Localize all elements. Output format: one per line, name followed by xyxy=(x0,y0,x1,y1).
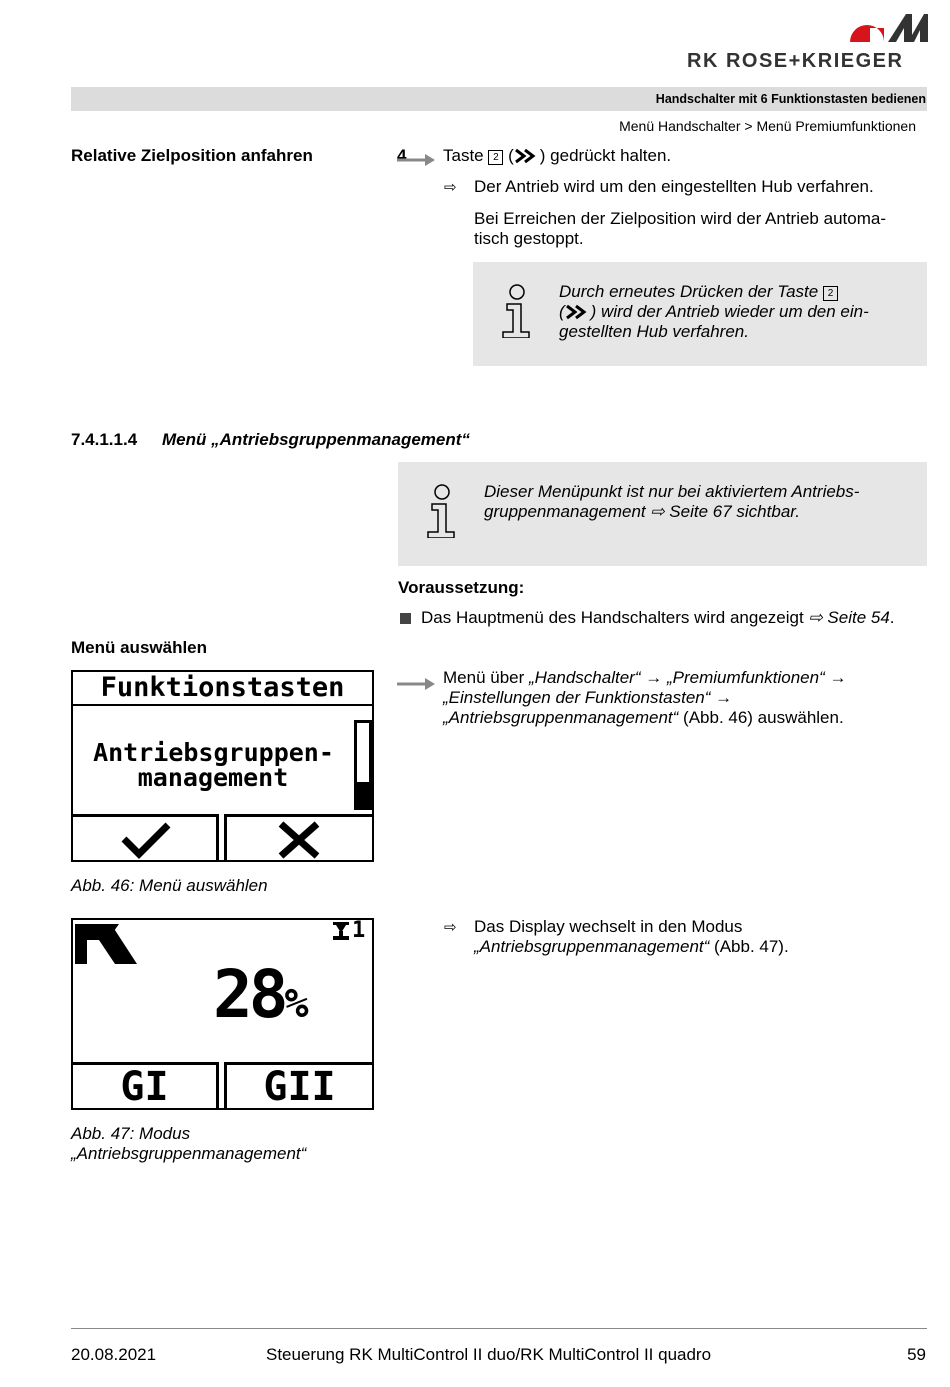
menu-path-funktionstasten: „Einstellungen der Funktionstasten“ xyxy=(443,688,711,707)
info-note-text-1: Dieser Menüpunkt ist nur bei aktiviertem Antriebs- xyxy=(484,482,860,501)
lcd-screen-mode xyxy=(71,918,374,1110)
instruction-line-3 xyxy=(443,708,844,728)
arrow-glyph: → xyxy=(710,688,733,707)
result-text-display-1: Das Display wechselt in den Modus xyxy=(474,917,743,936)
bullet-icon xyxy=(400,613,411,624)
step-arrow-icon xyxy=(397,677,435,691)
instruction-line-2 xyxy=(443,688,732,708)
info-note-text-3: gestellten Hub verfahren. xyxy=(559,322,749,341)
note-line2-text: ) wird der Antrieb wieder um den ein- xyxy=(590,302,869,321)
lcd-menu-item-line1: Antriebsgruppen- xyxy=(93,738,334,767)
cross-icon xyxy=(277,821,321,859)
prerequisite-item xyxy=(421,608,895,628)
figure-reference: (Abb. 47). xyxy=(709,937,789,956)
actuator-icon xyxy=(333,922,349,940)
footer-divider xyxy=(71,1328,927,1329)
menu-path-premium: „Premiumfunktionen“ xyxy=(666,668,825,687)
info-note-link[interactable]: gruppenmanagement ⇨ Seite 67 sichtbar. xyxy=(484,502,801,521)
fast-forward-icon xyxy=(565,304,591,320)
info-note-text-1 xyxy=(559,282,838,302)
result-arrow-icon: ⇨ xyxy=(444,919,457,936)
footer-date: 20.08.2021 xyxy=(71,1345,157,1364)
section-title: Menü „Antriebsgruppenmanagement“ xyxy=(162,430,470,449)
chapter-title: Handschalter mit 6 Funktionstasten bedienen xyxy=(655,92,926,106)
fast-forward-icon xyxy=(514,148,540,164)
arrow-glyph: → xyxy=(824,668,847,687)
lcd-menu-title: Funktionstasten xyxy=(73,672,372,706)
lcd-scrollbar-thumb[interactable] xyxy=(357,782,369,807)
figure-caption-46: Abb. 46: Menü auswählen xyxy=(71,876,268,895)
group-indicator: 1 xyxy=(352,918,366,943)
side-heading-select-menu: Menü auswählen xyxy=(71,638,208,657)
step-number: 4. xyxy=(397,146,412,165)
arrow-glyph: → xyxy=(640,668,667,687)
page-link[interactable]: ⇨ Seite 54 xyxy=(808,608,890,627)
mode-name: „Antriebsgruppenmanagement“ xyxy=(474,937,710,956)
section-number: 7.4.1.1.4 xyxy=(71,430,138,449)
info-note-text-2 xyxy=(559,302,869,322)
footer-page-number: 59 xyxy=(907,1345,926,1364)
step-text-pre: Taste xyxy=(443,146,484,165)
rk-logo-icon xyxy=(75,924,137,964)
percent-value: 28 xyxy=(213,956,285,1033)
figure-caption-47-line1: Abb. 47: Modus xyxy=(71,1124,191,1143)
group-1-button[interactable]: GI xyxy=(73,1062,219,1108)
checkmark-icon xyxy=(121,821,171,859)
info-icon xyxy=(499,284,535,338)
prereq-text: Das Hauptmenü des Handschalters wird angezeigt xyxy=(421,608,809,627)
prerequisite-heading: Voraussetzung: xyxy=(398,578,525,597)
lcd-screen-menu xyxy=(71,670,374,862)
percent-display xyxy=(213,956,309,1033)
side-heading-relative-target: Relative Zielposition anfahren xyxy=(71,146,313,165)
brand-name: RK ROSE+KRIEGER xyxy=(687,50,904,72)
menu-path-antriebsgruppen: „Antriebsgruppenmanagement“ xyxy=(443,708,679,727)
paren-open: ( xyxy=(508,146,514,165)
breadcrumb: Menü Handschalter > Menü Premiumfunktionen xyxy=(619,118,916,134)
key-2-icon: 2 xyxy=(488,150,503,165)
lcd-confirm-button[interactable] xyxy=(73,814,219,860)
footer-doc-title: Steuerung RK MultiControl II duo/RK MultiControl II quadro xyxy=(266,1345,712,1364)
result-text-1: Der Antrieb wird um den eingestellten Hub verfahren. xyxy=(474,177,874,196)
instr-text: Menü über xyxy=(443,668,529,687)
lcd-scrollbar[interactable] xyxy=(354,720,372,810)
key-2-icon: 2 xyxy=(823,286,838,301)
result-text-2: Bei Erreichen der Zielposition wird der Antrieb automa-tisch gestoppt. xyxy=(474,209,886,248)
step-arrow-icon xyxy=(397,153,435,167)
note-line1-text: Durch erneutes Drücken der Taste xyxy=(559,282,819,301)
step-text-post: ) gedrückt halten. xyxy=(539,146,672,165)
result-text-display-2 xyxy=(474,937,789,957)
instruction-line-1 xyxy=(443,668,846,688)
prereq-period: . xyxy=(889,608,895,627)
step-instruction xyxy=(443,146,671,166)
menu-path-handschalter: „Handschalter“ xyxy=(529,668,641,687)
figure-caption-47-line2: „Antriebsgruppenmanagement“ xyxy=(71,1144,307,1163)
group-2-button[interactable]: GII xyxy=(224,1062,372,1108)
lcd-menu-item-line2: management xyxy=(137,763,289,792)
instr-text-end: (Abb. 46) auswählen. xyxy=(678,708,844,727)
percent-sign: % xyxy=(284,981,309,1027)
brand-logo-icon xyxy=(848,8,928,46)
lcd-cancel-button[interactable] xyxy=(224,814,372,860)
result-arrow-icon: ⇨ xyxy=(444,179,457,196)
paren-open: ( xyxy=(559,302,565,321)
info-icon xyxy=(424,484,460,538)
